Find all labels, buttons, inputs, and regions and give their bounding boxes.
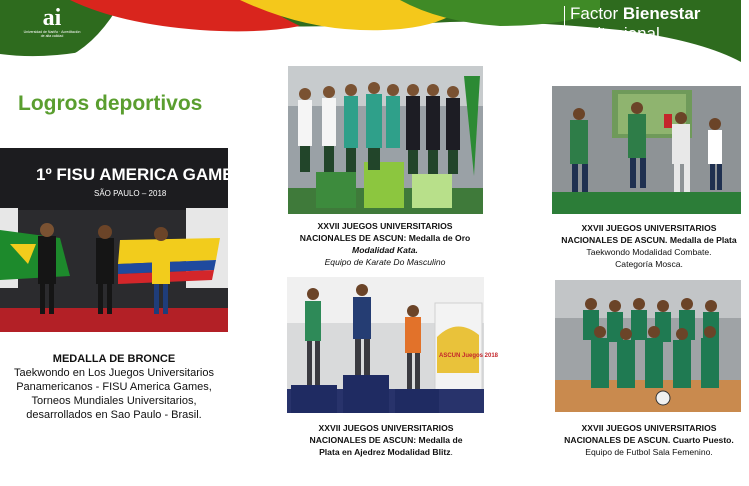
chess-sign-text: ASCUN Juegos 2018 [439, 353, 499, 359]
logo-text: Universidad de Nariño · Acreditación de alta calidad [23, 30, 81, 38]
caption-chess-heading: Plata en Ajedrez Modalidad Blitz [319, 447, 451, 457]
fisu-banner-title: 1º FISU AMERICA GAMES [36, 165, 245, 184]
caption-bronze-line: desarrollados en Sao Paulo - Brasil. [26, 409, 202, 421]
brand-title [570, 4, 700, 44]
caption-karate-heading: NACIONALES DE ASCUN: Medalla de Oro [299, 233, 471, 243]
caption-taekwondo-heading: NACIONALES DE ASCUN. Medalla de Plata [561, 235, 737, 245]
caption-chess-heading: NACIONALES DE ASCUN: Medalla de [309, 435, 463, 445]
caption-karate-heading: XXVII JUEGOS UNIVERSITARIOS [317, 221, 453, 231]
photo-futsal-team [555, 280, 741, 412]
caption-bronze-line: Panamericanos - FISU America Games, [16, 381, 212, 393]
page-title: Logros deportivos [18, 92, 203, 115]
photo-taekwondo-podium [552, 86, 741, 214]
caption-bronze-line: Torneos Mundiales Universitarios, [31, 395, 197, 407]
caption-futsal [549, 422, 749, 458]
caption-futsal-heading: XXVII JUEGOS UNIVERSITARIOS [581, 423, 717, 433]
caption-taekwondo [549, 222, 749, 270]
logo-mark: ai [42, 5, 62, 31]
photo-chess-podium [287, 277, 499, 413]
caption-chess [282, 422, 490, 458]
brand-divider [564, 6, 565, 44]
caption-taekwondo-heading: XXVII JUEGOS UNIVERSITARIOS [581, 223, 717, 233]
photo-fisu-podium [0, 148, 245, 332]
caption-bronze [0, 352, 228, 422]
caption-bronze-heading: MEDALLA DE BRONCE [52, 353, 176, 365]
caption-futsal-sub: Equipo de Futbol Sala Femenino. [585, 447, 713, 457]
brand-line2: Institucional [570, 24, 660, 43]
photo-karate-team [288, 66, 483, 214]
brand-line1-bold: Bienestar [622, 4, 701, 23]
caption-futsal-heading: NACIONALES DE ASCUN. Cuarto Puesto. [564, 435, 734, 445]
caption-karate-heading: Modalidad Kata. [352, 245, 418, 255]
caption-taekwondo-sub: Categoría Mosca. [615, 259, 683, 269]
university-logo[interactable] [22, 6, 82, 48]
brand-line1: Factor [570, 4, 623, 23]
caption-taekwondo-sub: Taekwondo Modalidad Combate. [586, 247, 712, 257]
fisu-banner-subtitle: SÃO PAULO – 2018 [94, 189, 167, 198]
caption-karate [280, 220, 490, 268]
caption-chess-heading: XXVII JUEGOS UNIVERSITARIOS [318, 423, 454, 433]
caption-bronze-line: Taekwondo en Los Juegos Universitarios [14, 367, 214, 379]
caption-karate-sub: Equipo de Karate Do Masculino [324, 257, 446, 267]
caption-chess-period: . [450, 447, 453, 457]
